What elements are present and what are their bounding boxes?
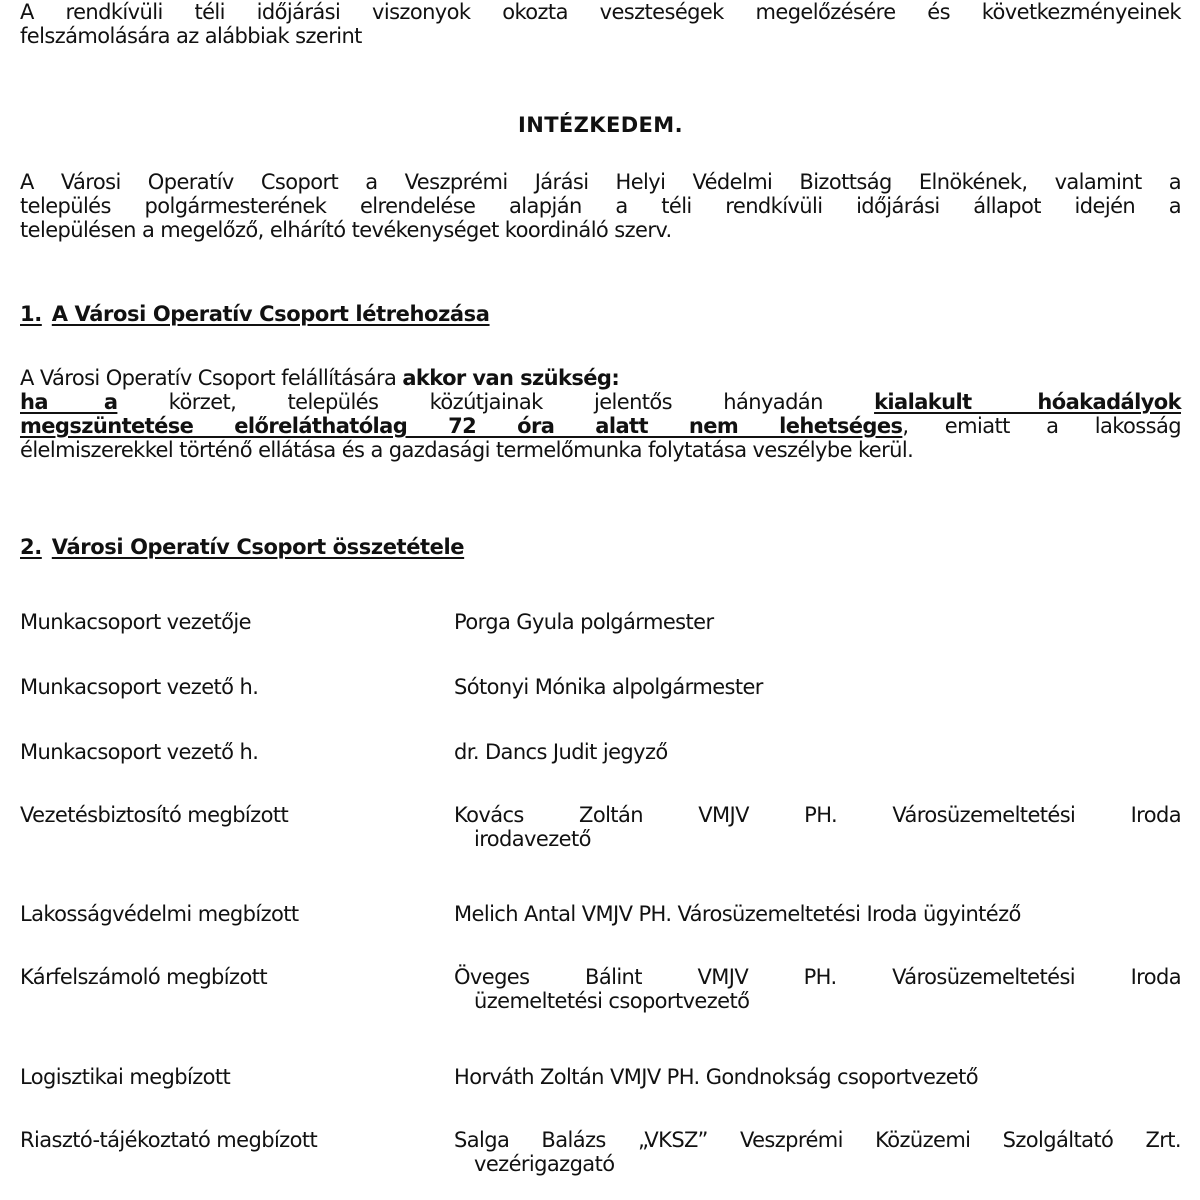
condition-lead: ha a xyxy=(20,390,118,414)
member-role: Lakosságvédelmi megbízott xyxy=(20,902,299,926)
paragraph-1-line-2: település polgármesterének elrendelése alapján a téli rendkívüli időjárási állapot idején a xyxy=(20,194,1181,218)
condition-after: , emiatt a lakosság xyxy=(902,414,1181,438)
paragraph-1-line-1: A Városi Operatív Csoport a Veszprémi Járási Helyi Védelmi Bizottság Elnökének, valamint a xyxy=(20,170,1181,194)
section-2-number: 2. xyxy=(20,535,42,559)
section-2-title: Városi Operatív Csoport összetétele xyxy=(51,535,465,559)
intro-line-1: A rendkívüli téli időjárási viszonyok okozta veszteségek megelőzésére és következményeinek xyxy=(20,0,1181,24)
member-name: dr. Dancs Judit jegyző xyxy=(454,740,668,764)
member-name: Horváth Zoltán VMJV PH. Gondnokság csoportvezető xyxy=(454,1065,978,1089)
condition-bold-2: megszüntetése előreláthatólag 72 óra alatt nem lehetséges xyxy=(20,414,903,438)
member-name-continuation: üzemeltetési csoportvezető xyxy=(474,989,750,1013)
condition-bold-1: kialakult hóakadályok xyxy=(874,390,1181,414)
member-role: Logisztikai megbízott xyxy=(20,1065,231,1089)
member-name: Porga Gyula polgármester xyxy=(454,610,714,634)
member-role: Riasztó-tájékoztató megbízott xyxy=(20,1128,318,1152)
member-name-continuation: irodavezető xyxy=(474,827,591,851)
paragraph-1 xyxy=(20,170,1181,242)
member-role: Vezetésbiztosító megbízott xyxy=(20,803,289,827)
section-1-intro-bold: akkor van szükség: xyxy=(402,366,620,390)
paragraph-1-line-3: településen a megelőző, elhárító tevékenységet koordináló szerv. xyxy=(20,218,672,242)
member-name: Sótonyi Mónika alpolgármester xyxy=(454,675,763,699)
member-name: Melich Antal VMJV PH. Városüzemeltetési Iroda ügyintéző xyxy=(454,902,1021,926)
document-title: INTÉZKEDEM. xyxy=(518,113,683,137)
member-role: Kárfelszámoló megbízott xyxy=(20,965,267,989)
member-name: Öveges Bálint VMJV PH. Városüzemeltetési Iroda üzemeltetési csoportvezető xyxy=(454,965,1181,1013)
intro-line-2: felszámolására az alábbiak szerint xyxy=(20,24,362,48)
intro-paragraph xyxy=(20,0,1181,48)
section-1-intro-line xyxy=(20,366,1181,390)
section-1-intro-text: A Városi Operatív Csoport felállítására xyxy=(20,366,403,390)
section-1-number: 1. xyxy=(20,302,42,326)
section-1-body xyxy=(20,366,1181,462)
member-name: Salga Balázs „VKSZ” Veszprémi Közüzemi Szolgáltató Zrt. vezérigazgató xyxy=(454,1128,1181,1176)
member-role: Munkacsoport vezető h. xyxy=(20,675,259,699)
section-1-condition-line-2 xyxy=(20,414,1181,438)
member-name: Kovács Zoltán VMJV PH. Városüzemeltetési Iroda irodavezető xyxy=(454,803,1181,851)
section-1-condition-line-3: élelmiszerekkel történő ellátása és a gazdasági termelőmunka folytatása veszélybe kerül. xyxy=(20,438,914,462)
section-1-title: A Városi Operatív Csoport létrehozása xyxy=(51,302,490,326)
section-1-heading xyxy=(20,302,490,326)
member-name-continuation: vezérigazgató xyxy=(474,1152,615,1176)
member-role: Munkacsoport vezető h. xyxy=(20,740,259,764)
section-2-heading xyxy=(20,535,464,559)
condition-text: körzet, település közútjainak jelentős hányadán xyxy=(117,390,875,414)
member-role: Munkacsoport vezetője xyxy=(20,610,251,634)
section-1-condition-line-1 xyxy=(20,390,1181,414)
